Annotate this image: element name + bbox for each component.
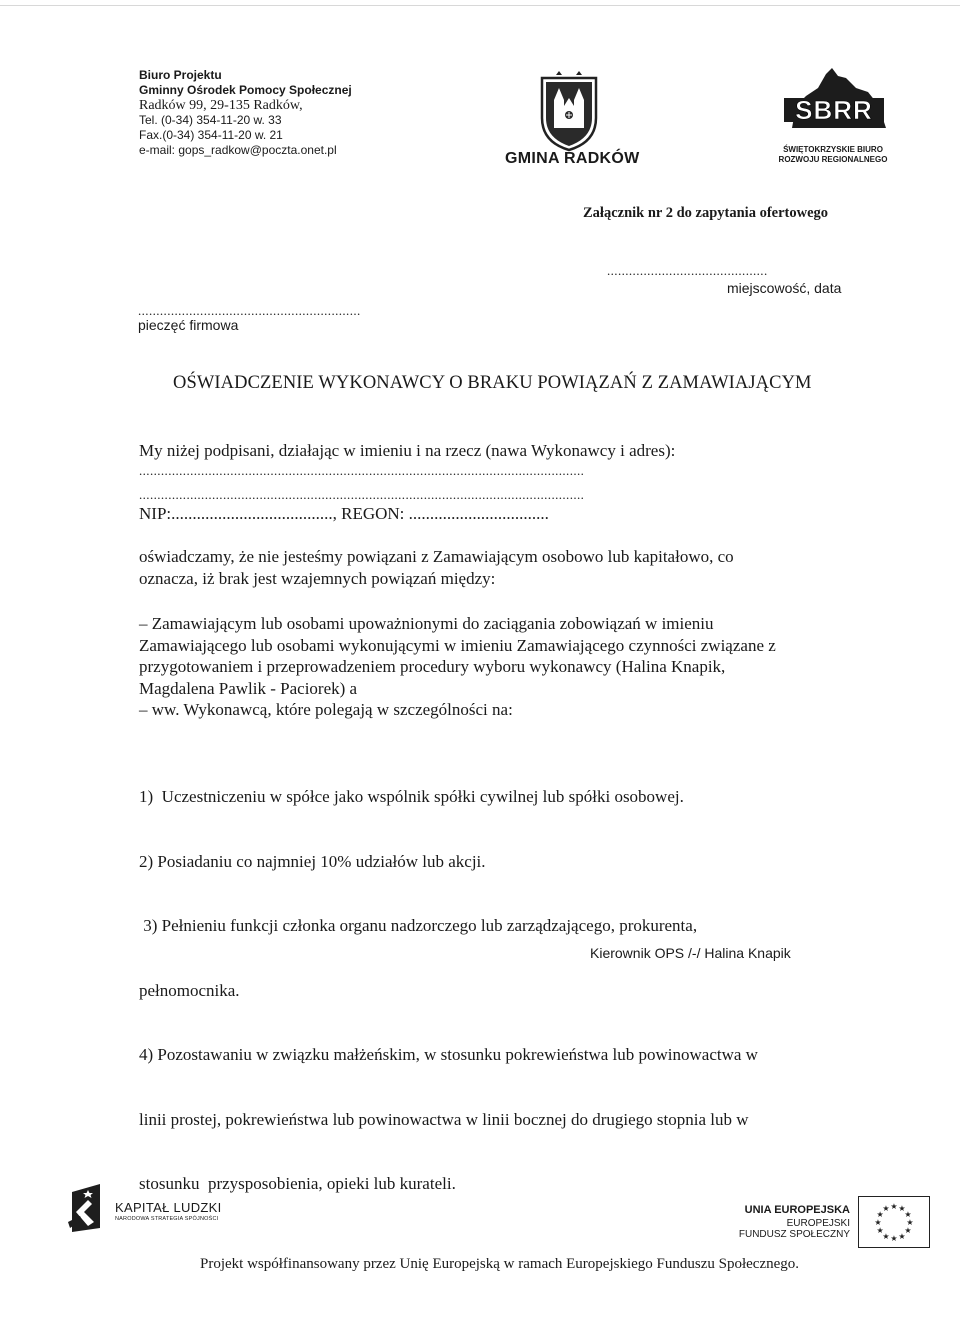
paragraph-line: oświadczamy, że nie jesteśmy powiązani z Zamawiającym osobowo lub kapitałowo, co [139, 547, 734, 566]
office-fax: Fax.(0-34) 354-11-20 w. 21 [139, 128, 283, 142]
relations-list [139, 743, 758, 1216]
eu-star-icon: ★ [882, 1204, 890, 1214]
eu-line: UNIA EUROPEJSKA [744, 1204, 850, 1216]
sbrr-subtitle-line: ROZWOJU REGIONALNEGO [778, 155, 888, 164]
place-date-dots: ............................................ [607, 263, 768, 278]
stamp-dots: ............................................................. [138, 303, 361, 318]
office-line: Gminny Ośrodek Pomocy Społecznej [139, 83, 352, 97]
kapital-ludzki-title: KAPITAŁ LUDZKI [115, 1200, 222, 1215]
paragraph-line: – ww. Wykonawcą, które polegają w szczególności na: [139, 700, 513, 719]
eu-star-icon: ★ [876, 1226, 884, 1235]
kapital-ludzki-text [115, 1200, 222, 1222]
kapital-ludzki-subtitle: NARODOWA STRATEGIA SPÓJNOŚCI [115, 1216, 219, 1222]
intro-line: My niżej podpisani, działając w imieniu i na rzecz (nawa Wykonawcy i adres): [139, 441, 676, 460]
stamp-label: pieczęć firmowa [138, 317, 239, 333]
list-item: 1) Uczestniczeniu w spółce jako wspólnik spółki cywilnej lub spółki osobowej. [139, 787, 684, 806]
eu-line: EUROPEJSKI [786, 1218, 850, 1229]
office-line: Radków 99, 29-135 Radków, [139, 98, 303, 113]
sbrr-logo [778, 66, 890, 130]
paragraph-line: – Zamawiającym lub osobami upoważnionymi do zaciągania zobowiązań w imieniu [139, 614, 714, 633]
list-item: linii prostej, pokrewieństwa lub powinowactwa w linii bocznej do drugiego stopnia lub w [139, 1109, 749, 1129]
relations-paragraph [139, 613, 776, 721]
paragraph-line: przygotowaniem i przeprowadzeniem procedury wyboru wykonawcy (Halina Knapik, [139, 657, 726, 676]
eu-line: FUNDUSZ SPOŁECZNY [738, 1229, 850, 1240]
sbrr-subtitle [772, 145, 894, 165]
declaration-paragraph [139, 546, 734, 589]
eu-star-icon: ★ [904, 1226, 912, 1235]
eu-star-icon: ★ [906, 1218, 914, 1227]
kapital-ludzki-logo [66, 1182, 104, 1234]
document-title: OŚWIADCZENIE WYKONAWCY O BRAKU POWIĄZAŃ Z ZAMAWIAJĄCYM [173, 373, 812, 393]
eu-star-icon: ★ [898, 1231, 906, 1241]
office-address-block [139, 68, 352, 158]
eu-flag [858, 1196, 930, 1248]
top-rule [0, 5, 960, 6]
nip-regon-line: NIP:......................................, REGON: ................................. [139, 504, 549, 523]
contractor-dot-line: .......................................................................................................................... [139, 463, 585, 478]
eu-star-icon: ★ [882, 1231, 890, 1241]
eu-star-icon: ★ [898, 1204, 906, 1214]
list-item: 3) Pełnieniu funkcji członka organu nadzorczego lub zarządzającego, prokurenta, [139, 916, 698, 935]
eu-star-icon: ★ [890, 1202, 898, 1211]
office-line: Biuro Projektu [139, 68, 222, 82]
paragraph-line: Magdalena Pawlik - Paciorek) a [139, 678, 358, 698]
gmina-coat-of-arms [538, 70, 600, 152]
paragraph-line: oznacza, iż brak jest wzajemnych powiązań między: [139, 568, 496, 588]
contractor-dot-line: .......................................................................................................................... [139, 487, 585, 502]
annex-title: Załącznik nr 2 do zapytania ofertowego [583, 205, 829, 221]
signature: Kierownik OPS /-/ Halina Knapik [590, 945, 791, 961]
sbrr-logo-text: SBRR [795, 95, 873, 125]
eu-star-icon: ★ [874, 1218, 882, 1227]
cofinance-text: Projekt współfinansowany przez Unię Europejską w ramach Europejskiego Funduszu Społecznego. [200, 1256, 800, 1272]
office-email: e-mail: gops_radkow@poczta.onet.pl [139, 143, 337, 157]
eu-star-icon: ★ [890, 1234, 898, 1243]
list-item: pełnomocnika. [139, 980, 240, 1000]
eu-star-icon: ★ [904, 1210, 912, 1219]
office-phone: Tel. (0-34) 354-11-20 w. 33 [139, 113, 282, 127]
eu-fund-text [732, 1204, 850, 1240]
list-item: stosunku przysposobienia, opieki lub kurateli. [139, 1174, 456, 1193]
gmina-name: GMINA RADKÓW [505, 150, 640, 167]
list-item: 4) Pozostawaniu w związku małżeńskim, w stosunku pokrewieństwa lub powinowactwa w [139, 1045, 758, 1064]
eu-star-icon: ★ [876, 1210, 884, 1219]
place-date-label: miejscowość, data [727, 280, 842, 296]
list-item: 2) Posiadaniu co najmniej 10% udziałów lub akcji. [139, 851, 486, 871]
paragraph-line: Zamawiającego lub osobami wykonującymi w imieniu Zamawiającego czynności związane z [139, 635, 776, 655]
sbrr-subtitle-line: ŚWIĘTOKRZYSKIE BIURO [783, 145, 883, 154]
